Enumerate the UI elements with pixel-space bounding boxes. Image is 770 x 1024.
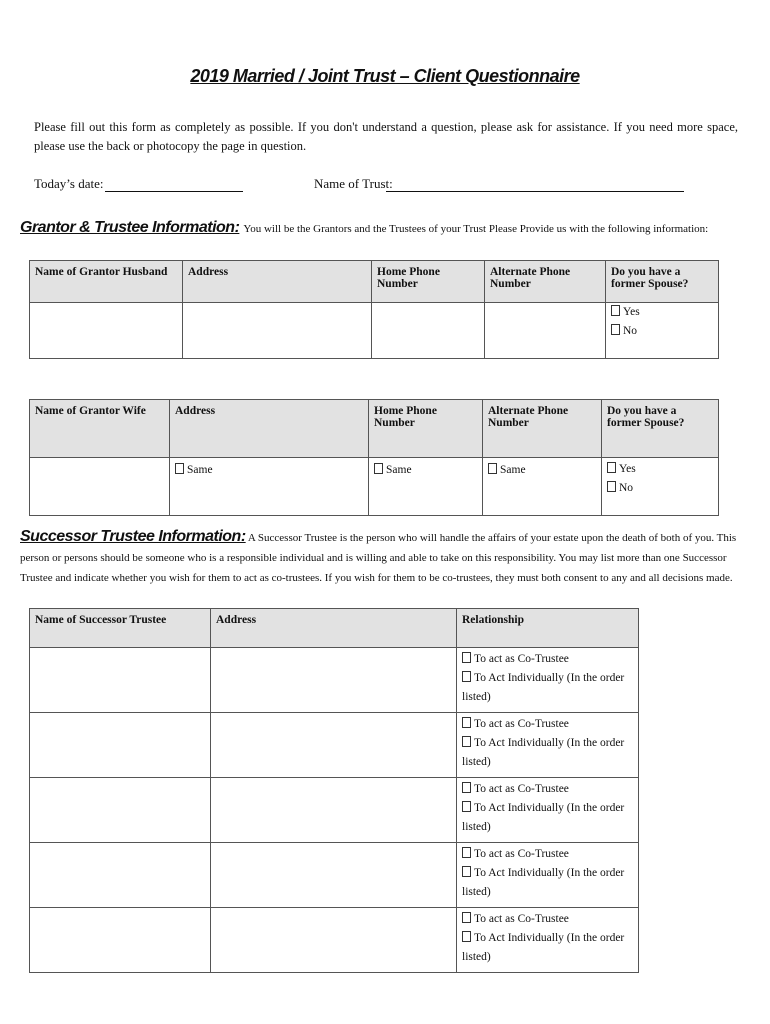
same-label: Same [187,464,213,476]
checkbox-icon[interactable] [462,652,471,663]
checkbox-icon[interactable] [611,305,620,316]
wife-name-cell[interactable] [30,458,170,516]
grantor-section-header [20,219,760,237]
individual-label: To Act Individually (In the order listed) [462,672,625,703]
no-label: No [619,482,634,494]
header-alt-phone: Alternate Phone Number [483,400,602,458]
name-of-trust-field[interactable] [386,178,684,192]
successor-section-text: A Successor Trustee is the person who will handle the affairs of your estate upon the death of both of you. This person or persons should be someone who is a responsible individual and is willing and able to take on this responsibility. You may list more than one Successor Trustee and indicate whether you wish for them to act as co-trustees. If you wish for them to be co-trustees, they must both consent to any and all decisions made. [20,532,737,584]
co-trustee-option[interactable] [462,715,633,734]
individual-label: To Act Individually (In the order listed) [462,867,625,898]
name-of-trust-label: Name of Trust: [314,176,393,191]
table-row [30,843,639,908]
successor-name-cell[interactable] [30,908,211,973]
header-relationship: Relationship [457,609,639,648]
header-home-phone: Home Phone Number [372,261,485,303]
successor-address-cell[interactable] [211,778,457,843]
wife-yes-option[interactable] [607,460,713,479]
successor-name-cell[interactable] [30,778,211,843]
grantor-husband-table [29,260,719,359]
header-address: Address [211,609,457,648]
checkbox-icon[interactable] [462,801,471,812]
individual-option[interactable] [462,864,633,902]
header-home-phone: Home Phone Number [369,400,483,458]
co-trustee-option[interactable] [462,910,633,929]
header-grantor-husband: Name of Grantor Husband [30,261,183,303]
wife-address-cell[interactable] [170,458,369,516]
individual-label: To Act Individually (In the order listed) [462,932,625,963]
successor-section-heading: Successor Trustee Information: [20,528,246,545]
grantor-section-heading: Grantor & Trustee Information: [20,219,240,236]
header-alt-phone: Alternate Phone Number [485,261,606,303]
husband-former-spouse-cell [606,303,719,359]
checkbox-icon[interactable] [374,463,383,474]
checkbox-icon[interactable] [611,324,620,335]
checkbox-icon[interactable] [462,912,471,923]
checkbox-icon[interactable] [462,782,471,793]
header-address: Address [183,261,372,303]
wife-alt-phone-same-option[interactable] [488,463,596,476]
checkbox-icon[interactable] [462,847,471,858]
successor-name-cell[interactable] [30,713,211,778]
checkbox-icon[interactable] [462,736,471,747]
co-trustee-option[interactable] [462,845,633,864]
co-trustee-label: To act as Co-Trustee [474,783,569,795]
co-trustee-option[interactable] [462,780,633,799]
individual-option[interactable] [462,929,633,967]
same-label: Same [386,464,412,476]
co-trustee-label: To act as Co-Trustee [474,653,569,665]
table-row [30,648,639,713]
todays-date-label: Today’s date: [34,176,104,191]
successor-address-cell[interactable] [211,648,457,713]
husband-alt-phone-cell[interactable] [485,303,606,359]
successor-relationship-cell [457,778,639,843]
checkbox-icon[interactable] [607,481,616,492]
successor-address-cell[interactable] [211,713,457,778]
co-trustee-option[interactable] [462,650,633,669]
page-title: 2019 Married / Joint Trust – Client Questionnaire [190,66,580,86]
grantor-wife-table [29,399,719,516]
checkbox-icon[interactable] [462,931,471,942]
co-trustee-label: To act as Co-Trustee [474,848,569,860]
wife-home-phone-same-option[interactable] [374,463,477,476]
successor-name-cell[interactable] [30,843,211,908]
header-grantor-wife: Name of Grantor Wife [30,400,170,458]
successor-address-cell[interactable] [211,908,457,973]
successor-trustee-table [29,608,639,973]
wife-no-option[interactable] [607,479,713,498]
successor-section-header [20,527,740,588]
checkbox-icon[interactable] [607,462,616,473]
table-row [30,908,639,973]
header-former-spouse: Do you have a former Spouse? [606,261,719,303]
successor-relationship-cell [457,843,639,908]
husband-no-option[interactable] [611,322,713,341]
wife-alt-phone-cell[interactable] [483,458,602,516]
yes-label: Yes [623,306,640,318]
co-trustee-label: To act as Co-Trustee [474,913,569,925]
checkbox-icon[interactable] [175,463,184,474]
wife-home-phone-cell[interactable] [369,458,483,516]
no-label: No [623,325,638,337]
individual-label: To Act Individually (In the order listed) [462,802,625,833]
yes-label: Yes [619,463,636,475]
successor-address-cell[interactable] [211,843,457,908]
table-row [30,713,639,778]
checkbox-icon[interactable] [462,717,471,728]
checkbox-icon[interactable] [488,463,497,474]
husband-address-cell[interactable] [183,303,372,359]
husband-home-phone-cell[interactable] [372,303,485,359]
table-row [30,778,639,843]
individual-label: To Act Individually (In the order listed) [462,737,625,768]
grantor-section-text: You will be the Grantors and the Trustees of your Trust Please Provide us with the following information: [243,223,709,235]
individual-option[interactable] [462,734,633,772]
successor-relationship-cell [457,908,639,973]
individual-option[interactable] [462,669,633,707]
header-former-spouse: Do you have a former Spouse? [602,400,719,458]
individual-option[interactable] [462,799,633,837]
header-address: Address [170,400,369,458]
husband-name-cell[interactable] [30,303,183,359]
checkbox-icon[interactable] [462,866,471,877]
husband-yes-option[interactable] [611,303,713,322]
successor-relationship-cell [457,648,639,713]
same-label: Same [500,464,526,476]
wife-former-spouse-cell [602,458,719,516]
header-successor-trustee: Name of Successor Trustee [30,609,211,648]
todays-date-field[interactable] [105,178,243,192]
checkbox-icon[interactable] [462,671,471,682]
wife-address-same-option[interactable] [175,463,363,476]
successor-relationship-cell [457,713,639,778]
co-trustee-label: To act as Co-Trustee [474,718,569,730]
successor-name-cell[interactable] [30,648,211,713]
intro-text: Please fill out this form as completely as possible. If you don't understand a question, please ask for assistance. If you need more space, please use the back or photocopy the page in question. [34,120,738,153]
